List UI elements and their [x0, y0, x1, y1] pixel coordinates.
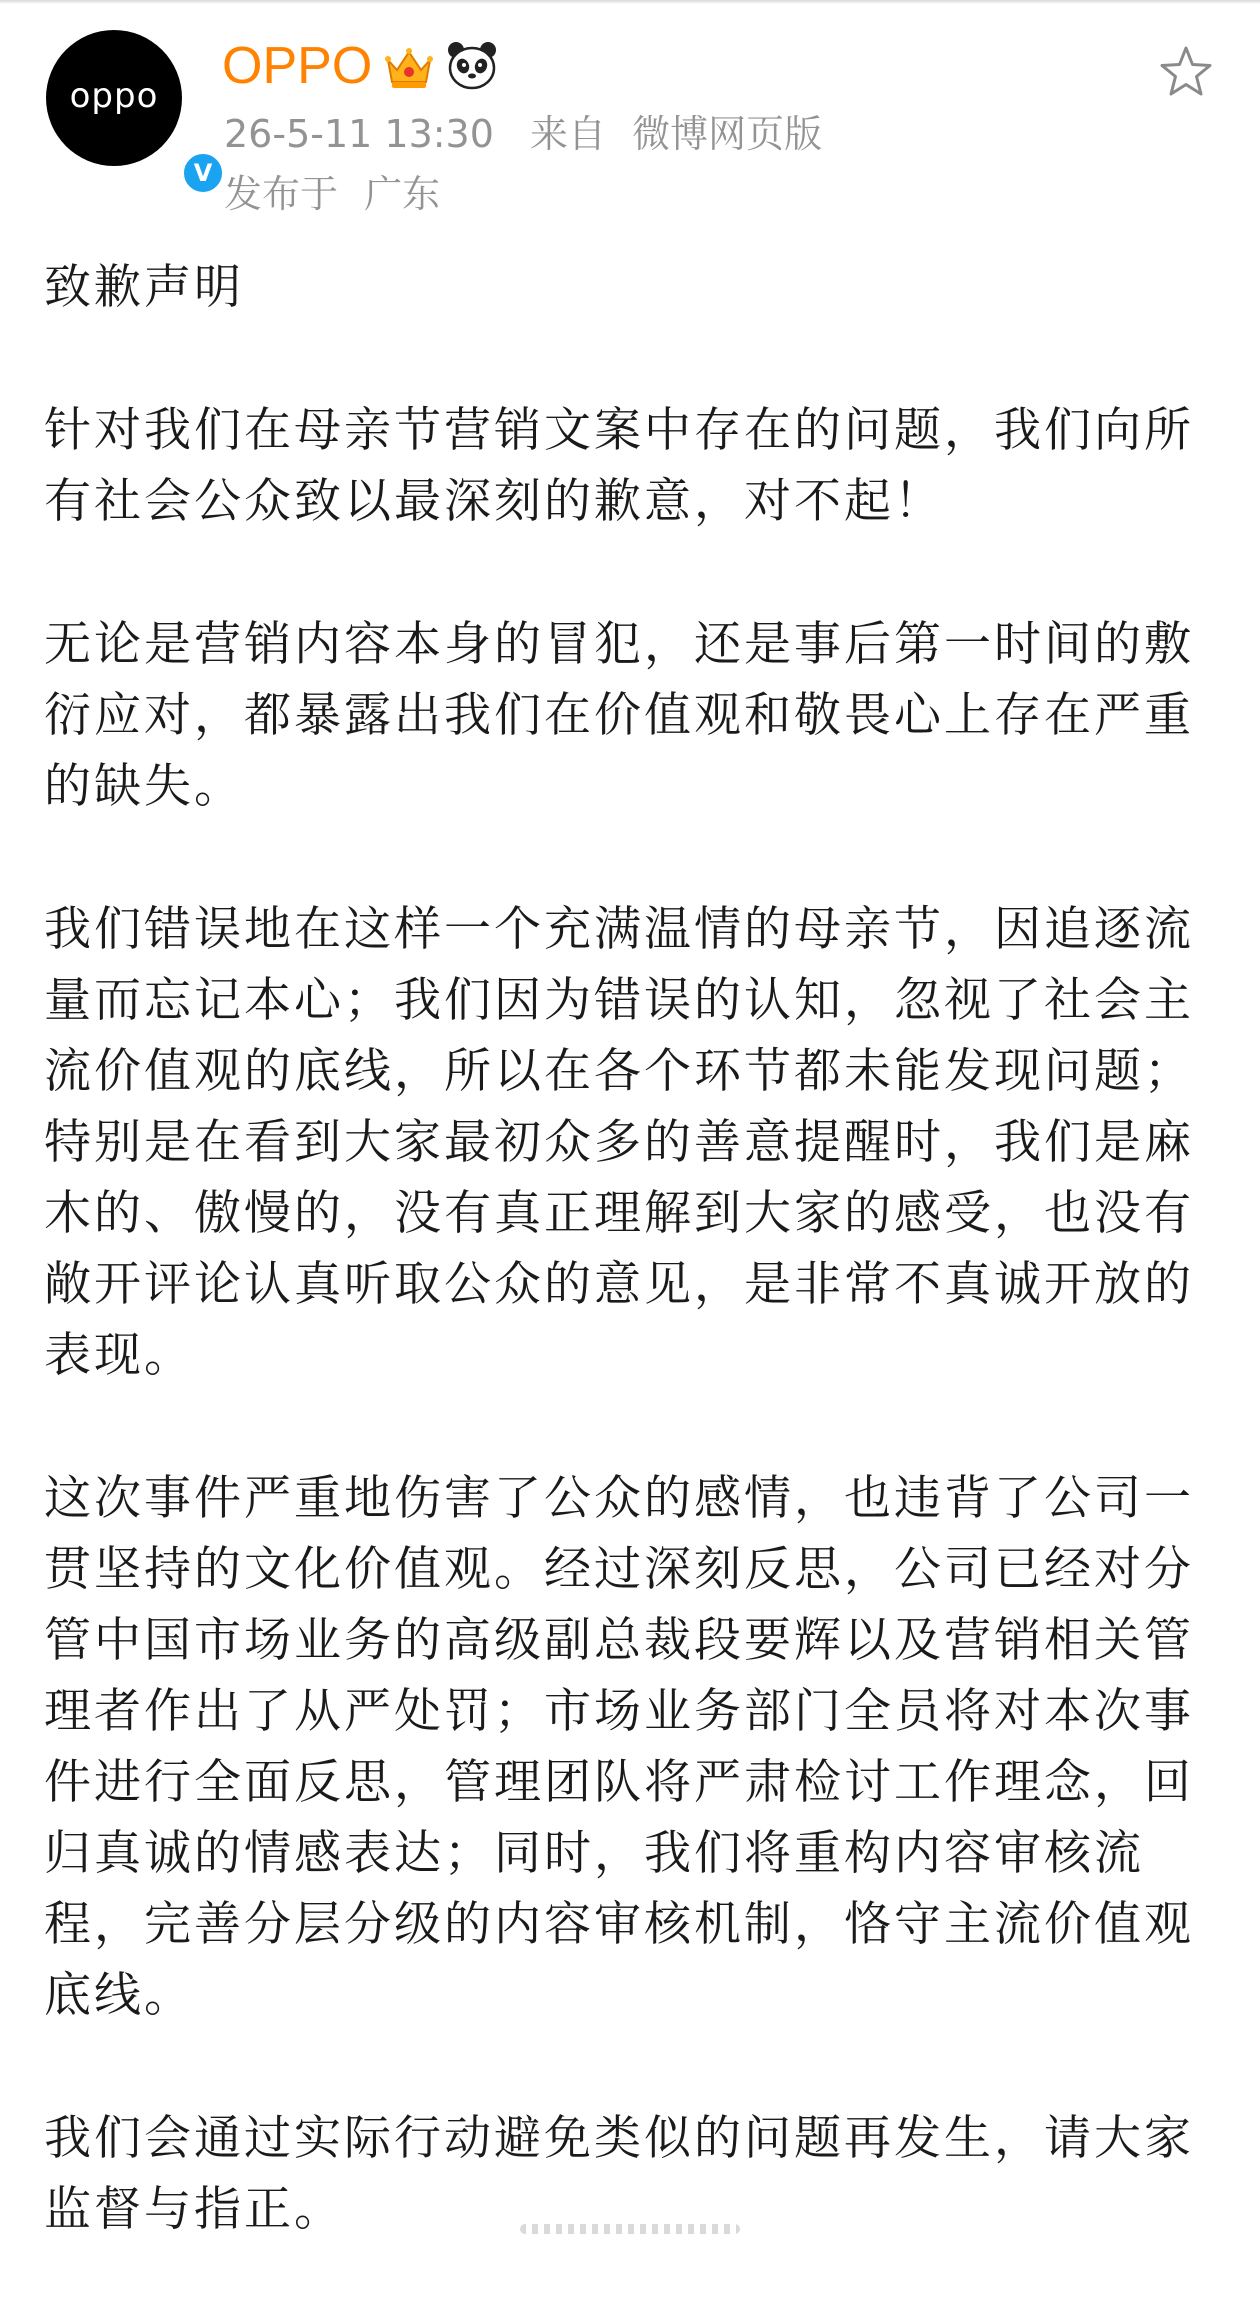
panda-badge-icon[interactable]: [444, 38, 500, 94]
oppo-logo: oppo: [69, 76, 159, 116]
post-timestamp[interactable]: 26-5-11 13:30: [224, 112, 494, 156]
scrollbar-indicator[interactable]: [520, 2224, 740, 2234]
post-paragraph: 我们错误地在这样一个充满温情的母亲节，因追逐流量而忘记本心；我们因为错误的认知，忽视了社会主流价值观的底线，所以在各个环节都未能发现问题；特别是在看到大家最初众多的善意提醒时，我们是麻木的、傲慢的，没有真正理解到大家的感受，也没有敞开评论认真听取公众的意见，是非常不真诚开放的表现。: [44, 902, 1194, 1383]
star-icon[interactable]: [1156, 42, 1216, 102]
post-paragraph: 这次事件严重地伤害了公众的感情，也违背了公司一贯坚持的文化价值观。经过深刻反思，公司已经对分管中国市场业务的高级副总裁段要辉以及营销相关管理者作出了从严处罚；市场业务部门全员将对本次事件进行全面反思，管理团队将严肃检讨工作理念，回归真诚的情感表达；同时，我们将重构内容审核流程，完善分层分级的内容审核机制，恪守主流价值观底线。: [44, 1471, 1194, 2023]
post-meta: [224, 108, 822, 160]
source-name[interactable]: 微博网页版: [632, 112, 823, 156]
post-paragraph: 针对我们在母亲节营销文案中存在的问题，我们向所有社会公众致以最深刻的歉意，对不起！: [44, 403, 1194, 529]
verified-mark: V: [193, 159, 213, 187]
username-link[interactable]: OPPO: [222, 37, 373, 95]
post-body: [44, 252, 1224, 2317]
source-label: 来自: [530, 112, 607, 156]
avatar[interactable]: [46, 30, 213, 187]
post-header: [0, 0, 1260, 230]
location-value: 广东: [364, 172, 441, 216]
post-paragraph: 我们会通过实际行动避免类似的问题再发生，请大家监督与指正。: [44, 2111, 1194, 2237]
verified-icon: [180, 150, 226, 196]
crown-badge-icon[interactable]: [382, 40, 436, 94]
post-title: 致歉声明: [44, 260, 244, 315]
post-location: [224, 168, 440, 220]
post-paragraph: 无论是营销内容本身的冒犯，还是事后第一时间的敷衍应对，都暴露出我们在价值观和敬畏心上存在严重的缺失。: [44, 617, 1194, 814]
location-label: 发布于: [224, 172, 339, 216]
